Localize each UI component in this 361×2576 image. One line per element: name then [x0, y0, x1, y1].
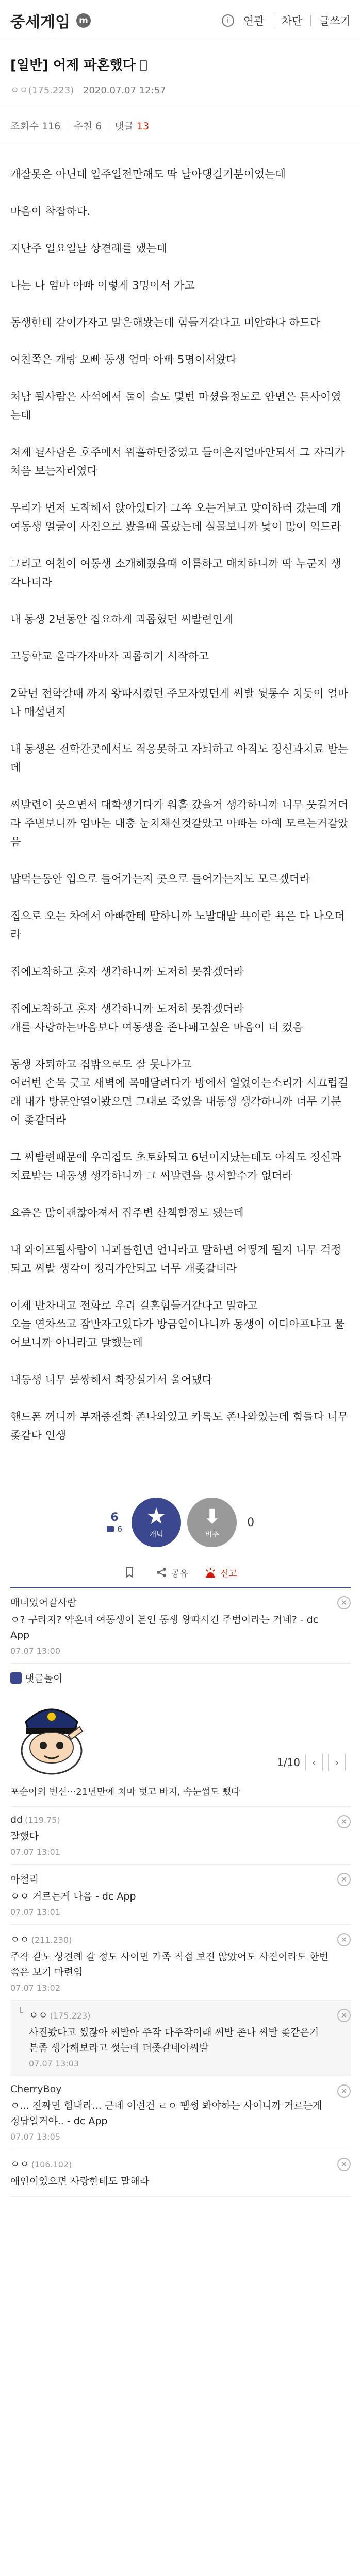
- comment-item: [10, 2149, 351, 2197]
- comment-date: 07.07 13:02: [10, 1983, 60, 1993]
- dccon-comment: [10, 1664, 351, 1807]
- comment-item: [10, 1588, 351, 1664]
- comment-item: [10, 1865, 351, 1925]
- delete-comment-icon[interactable]: ✕: [337, 1933, 351, 1946]
- comment-text: 잘했다: [10, 1831, 39, 1842]
- comment-item: [10, 1807, 351, 1865]
- body-paragraph: 내동생 너무 불쌍해서 화장실가서 울어댔다: [10, 1374, 212, 1386]
- top-bar: [0, 0, 361, 41]
- comment-nick[interactable]: CherryBoy: [10, 2083, 62, 2095]
- body-paragraph: 지난주 일요일날 상견례를 했는데: [10, 242, 168, 255]
- body-paragraph: 처제 될사람은 호주에서 워홀하던중였고 들어온지얼마안되서 그 자리가 처음 보는자리였다: [10, 446, 345, 477]
- delete-comment-icon[interactable]: ✕: [337, 1596, 351, 1609]
- siren-icon: [205, 1567, 216, 1578]
- post-date: 2020.07.07 12:57: [83, 85, 166, 96]
- not-recommend-label: 비추: [205, 1531, 219, 1539]
- reply-arrow-icon: └: [18, 2008, 23, 2019]
- nav-divider: [310, 15, 311, 26]
- next-page-button[interactable]: ›: [328, 1754, 346, 1771]
- recommend-count: 추천 6: [73, 121, 102, 132]
- body-paragraph: 내 동생 2년동안 집요하게 괴롭혔던 씨발련인게: [10, 613, 234, 625]
- comment-nick[interactable]: dd (119.75): [10, 1814, 60, 1825]
- info-icon[interactable]: i: [222, 14, 234, 27]
- comment-text: 애인이었으면 사랑한테도 말해라: [10, 2176, 150, 2187]
- bot-avatar-icon: [10, 1672, 22, 1684]
- post-title-text: [일반] 어제 파혼했다: [10, 58, 136, 73]
- up-count: 6: [110, 1511, 119, 1524]
- comment-date: 07.07 13:01: [10, 1907, 60, 1917]
- comment-item: [10, 2076, 351, 2149]
- nav-block[interactable]: 차단: [281, 14, 303, 27]
- fix-count: [107, 1524, 122, 1534]
- police-mascot-icon: [10, 1690, 93, 1777]
- news-link[interactable]: 포순이의 변신···21년만에 치마 벗고 바지, 속눈썹도 뺐다: [10, 1787, 240, 1798]
- body-paragraph: 나는 나 엄마 아빠 이렇게 3명이서 가고: [10, 279, 195, 292]
- report-label: 신고: [220, 1568, 237, 1579]
- comment-nick[interactable]: ㅇㅇ (175.223): [29, 2010, 91, 2021]
- recommend-label: 개념: [149, 1531, 163, 1539]
- star-icon: ★: [146, 1503, 167, 1530]
- body-paragraph: 요즘은 많이괜찮아져서 집주변 산책할정도 됐는데: [10, 1207, 244, 1219]
- recommend-row: [0, 1494, 361, 1551]
- body-paragraph: 집으로 오는 차에서 아빠한테 말하니까 노발대발 욕이란 욕은 다 나오더라: [10, 910, 345, 941]
- body-paragraph: 동생한테 같이가자고 말은해봤는데 힘들거같다고 미안하다 하드라: [10, 316, 321, 329]
- body-paragraph: 내 와이프될사람이 니괴롭힌년 언니라고 말하면 어떻게 될지 너무 걱정되고 씨발 생각이 정리가안되고 너무 개좆같더라: [10, 1244, 341, 1275]
- comment-count[interactable]: [114, 118, 149, 132]
- body-paragraph: 씨발련이 웃으면서 대학생기다가 워홀 갔을거 생각하니까 너무 웃길거더라 주변보니까 엄마는 대충 눈치채신것같았고 아빠는 아예 모르는거같았음: [10, 799, 349, 848]
- body-paragraph: 마음이 착잡하다.: [10, 205, 91, 217]
- post-header: [0, 41, 361, 96]
- delete-comment-icon[interactable]: ✕: [337, 1873, 351, 1886]
- body-paragraph: 집에도착하고 혼자 생각하니까 도저히 못참겠더라 개를 사랑하는마음보다 여동생을 존나패고싶은 마음이 더 컸음: [10, 1003, 303, 1033]
- body-paragraph: 2학년 전학갈때 까지 왕따시켰던 주모자였던게 씨발 뒷통수 치듯이 얼마나 매섭던지: [10, 687, 349, 718]
- body-paragraph: 여친쪽은 개랑 오빠 동생 엄마 아빠 5명이서왔다: [10, 353, 237, 366]
- action-row: [0, 1562, 361, 1583]
- top-nav: [222, 13, 351, 28]
- body-paragraph: 핸드폰 꺼니까 부재중전화 존나와있고 카톡도 존나와있는데 힘들다 너무 좆같다 인생: [10, 1411, 349, 1442]
- mobile-icon: [140, 60, 147, 71]
- body-paragraph: 그리고 여친이 여동생 소개해줬을때 이름하고 매치하니까 딱 누군지 생각나더라: [10, 557, 341, 588]
- comment-text: ㅇ? 구라지? 약혼녀 여동생이 본인 동생 왕따시킨 주범이라는 거네? - dc App: [10, 1614, 319, 1641]
- post-meta: [10, 83, 351, 96]
- gallery-title[interactable]: 중세게임: [10, 13, 70, 31]
- down-count: 0: [247, 1516, 255, 1529]
- nav-write[interactable]: 글쓰기: [319, 14, 351, 27]
- body-paragraph: 우리가 먼저 도착해서 앉아있다가 그쪽 오는거보고 맞이하러 갔는데 개여동생 얼굴이 사진으로 봤을때 몰랐는데 실물보니까 낯이 많이 익드라: [10, 502, 341, 533]
- comment-count-value: 13: [136, 121, 150, 132]
- prev-page-button[interactable]: ‹: [305, 1754, 323, 1771]
- body-paragraph: 처남 될사람은 사석에서 둘이 술도 몇번 마셨을정도로 안면은 튼사이였는데: [10, 391, 341, 421]
- fix-icon: [107, 1526, 114, 1532]
- comment-nick[interactable]: ㅇㅇ (211.230): [10, 1934, 72, 1945]
- view-count: 조회수 116: [10, 121, 61, 132]
- post-body: [0, 144, 361, 1445]
- recommend-button[interactable]: [132, 1498, 181, 1547]
- down-arrow-icon: ⬇: [203, 1505, 221, 1529]
- post-stats: [0, 107, 361, 144]
- pager-text: 1/10: [277, 1756, 300, 1769]
- delete-comment-icon[interactable]: ✕: [337, 2009, 351, 2022]
- comment-text: ㅇ... 진짜면 힘내라... 근데 이런건 ㄹㅇ 팸썽 봐야하는 사이니까 거르는게 정답일거야.. - dc App: [10, 2100, 322, 2127]
- report-button[interactable]: [205, 1566, 237, 1579]
- reply-item: [10, 2001, 351, 2076]
- comment-date: 07.07 13:00: [10, 1646, 60, 1656]
- body-paragraph: 동생 자퇴하고 집밖으로도 잘 못나가고 여러번 손목 긋고 새벽에 목매달려다가 방에서 얼었이는소리가 시끄럽길래 내가 방문안열어봤으면 그대로 죽었을 내동생 생각하니까 너무 기분이 좆같더라: [10, 1058, 349, 1126]
- not-recommend-button[interactable]: [187, 1498, 237, 1547]
- bookmark-icon: [124, 1567, 135, 1578]
- comment-text: 주작 같노 상견례 갈 정도 사이면 가족 직접 보진 않았어도 사진이라도 한번쯤은 보기 마련임: [10, 1951, 329, 1978]
- fix-count-value: 6: [117, 1524, 123, 1534]
- body-paragraph: 집에도착하고 혼자 생각하니까 도저히 못참겠더라: [10, 965, 244, 978]
- comment-list: [10, 1587, 351, 2197]
- delete-comment-icon[interactable]: ✕: [337, 1815, 351, 1828]
- comment-nick[interactable]: 매너있어갈사람: [10, 1597, 77, 1608]
- comment-date: 07.07 13:01: [10, 1847, 60, 1857]
- up-count-block: [107, 1511, 122, 1534]
- delete-comment-icon[interactable]: ✕: [337, 2084, 351, 2098]
- post-author[interactable]: ㅇㅇ(175.223): [10, 85, 74, 96]
- dccon-pager: [277, 1754, 346, 1771]
- share-label: 공유: [171, 1568, 188, 1579]
- body-paragraph: 고등학교 올라가자마자 괴롭히기 시작하고: [10, 650, 209, 663]
- body-paragraph: 그 씨발련때문에 우리집도 초토화되고 6년이지났는데도 아직도 정신과 치료받는 내동생 생각하니까 그 씨발련을 용서할수가 없더라: [10, 1151, 341, 1182]
- comment-count-label: 댓글: [114, 121, 134, 132]
- body-paragraph: 어제 반차내고 전화로 우리 결혼힘들거같다고 말하고 오늘 연차쓰고 잠만자고있다가 방금일어나니까 동생이 어디아프냐고 물어보니까 아니라고 말했는데: [10, 1299, 345, 1349]
- post-title: [10, 55, 351, 74]
- bookmark-button[interactable]: [124, 1567, 139, 1578]
- comment-nick[interactable]: ㅇㅇ (106.102): [10, 2159, 72, 2170]
- comment-nick[interactable]: 아철리: [10, 1874, 39, 1885]
- comment-nick[interactable]: 댓글돌이: [10, 1671, 351, 1685]
- comment-date: 07.07 13:03: [29, 2059, 79, 2069]
- delete-comment-icon[interactable]: ✕: [337, 2158, 351, 2171]
- share-icon: [156, 1567, 167, 1578]
- comment-date: 07.07 13:05: [10, 2132, 60, 2142]
- share-button[interactable]: [156, 1566, 188, 1579]
- body-paragraph: 밥먹는동안 입으로 들어가는지 콧으로 들어가는지도 모르겠더라: [10, 873, 310, 885]
- comment-text: ㅇㅇ 거르는게 나음 - dc App: [10, 1891, 136, 1902]
- body-paragraph: 내 동생은 전학간곳에서도 적응못하고 자퇴하고 아직도 정신과치료 받는데: [10, 743, 349, 774]
- comment-item: [10, 1925, 351, 2001]
- minor-gallery-badge: m: [76, 13, 91, 28]
- nav-related[interactable]: 연관: [243, 14, 265, 27]
- comment-text: 사진봤다고 썼잖아 씨발아 주작 다주작이래 씨발 존나 씨발 좆같은기분좀 생각해보라고 썻는데 더좆같네아씨발: [29, 2027, 319, 2054]
- body-paragraph: 개잘못은 아닌데 일주일전만해도 딱 날아댕길기분이었는데: [10, 168, 286, 180]
